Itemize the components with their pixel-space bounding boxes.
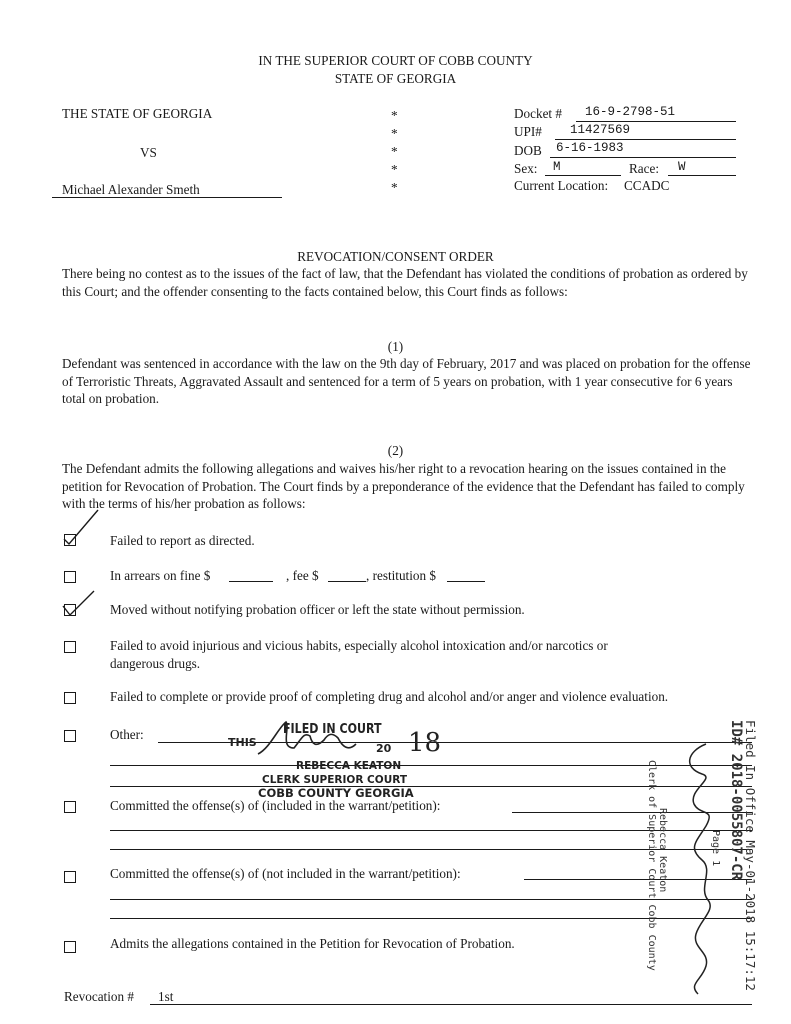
allegation-moved-without-notice: Moved without notifying probation officer or left the state without permission. <box>110 602 525 617</box>
section-1-text: Defendant was sentenced in accordance with the law on the 9th day of February, 2017 and was placed on probation for the offense of Terroristic Threats, Aggravated Assault and sentenced for a term of 5 years on probation, with 1 year consecutive for 6 years total on probation. <box>62 356 751 406</box>
revocation-value: 1st <box>158 989 174 1004</box>
other-checkbox[interactable] <box>64 730 76 742</box>
allegation-vicious-habits-line1: Failed to avoid injurious and vicious habits, especially alcohol intoxication and/or narcotics or <box>110 638 608 653</box>
fee-amount-field[interactable] <box>328 581 366 582</box>
other-label: Other: <box>110 727 144 742</box>
allegation-admits: Admits the allegations contained in the Petition for Revocation of Probation. <box>110 936 515 951</box>
allegation-evaluation: Failed to complete or provide proof of completing drug and alcohol and/or anger and violence evaluation. <box>110 689 669 704</box>
order-title: REVOCATION/CONSENT ORDER <box>297 249 494 264</box>
stamp-clerk-name: REBECCA KEATON <box>296 760 402 772</box>
upi-underline <box>555 139 736 140</box>
allegation-committed-included: Committed the offense(s) of (included in the warrant/petition): <box>110 798 441 813</box>
evaluation-checkbox[interactable] <box>64 692 76 704</box>
fine-amount-field[interactable] <box>229 581 273 582</box>
committed-included-checkbox[interactable] <box>64 801 76 813</box>
check-mark-icon <box>58 506 102 546</box>
stamp-county: COBB COUNTY GEORGIA <box>258 786 414 800</box>
caption-separator: * <box>391 180 398 195</box>
location-value: CCADC <box>624 178 670 193</box>
allegation-failed-to-report: Failed to report as directed. <box>110 533 255 548</box>
docket-underline <box>576 121 736 122</box>
dob-label: DOB <box>514 143 542 158</box>
defendant-underline <box>52 197 282 198</box>
allegation-committed-not-included: Committed the offense(s) of (not included in the warrant/petition): <box>110 866 461 881</box>
efile-filed-line: Filed In Office May-01-2018 15:17:12 <box>743 720 758 991</box>
arrears-fine-label: In arrears on fine $ <box>110 568 211 583</box>
efile-clerk-name: Rebecca Keaton <box>657 808 668 893</box>
court-name: IN THE SUPERIOR COURT OF COBB COUNTY <box>258 53 533 68</box>
section-2-text: The Defendant admits the following allegations and waives his/her right to a revocation hearing on the issues contained in the petition for Revocation of Probation. The Court finds by a preponderance of the evidence that the Defendant has failed to comply with the terms of his/her probation as follows: <box>62 461 745 511</box>
stamp-title: FILED IN COURT <box>283 722 382 737</box>
check-mark-icon <box>58 588 98 618</box>
clerk-signature <box>676 738 726 998</box>
caption-separator: * <box>391 108 398 123</box>
stamp-year-handwritten: 18 <box>408 728 442 758</box>
order-intro: There being no contest as to the issues of the fact of law, that the Defendant has violated the conditions of probation as ordered by this Court; and the offender consenting to the facts contained below, this Court finds as follows: <box>62 266 748 299</box>
restitution-amount-field[interactable] <box>447 581 485 582</box>
caption-separator: * <box>391 162 398 177</box>
admits-allegations-checkbox[interactable] <box>64 941 76 953</box>
arrears-checkbox[interactable] <box>64 571 76 583</box>
arrears-fee-label: , fee $ <box>286 568 319 583</box>
dob-underline <box>550 157 736 158</box>
handwritten-date-signature <box>250 718 360 762</box>
docket-label: Docket # <box>514 106 562 121</box>
efile-clerk-title: Clerk of Superior Court Cobb County <box>646 760 657 971</box>
efile-id-line: ID# 2018-0055807-CR <box>728 720 744 881</box>
upi-value: 11427569 <box>570 123 631 137</box>
race-label: Race: <box>629 161 660 176</box>
race-underline <box>668 175 736 176</box>
versus: VS <box>140 145 157 160</box>
caption-separator: * <box>391 126 398 141</box>
race-value: W <box>678 160 686 174</box>
docket-value: 16-9-2798-51 <box>585 105 676 119</box>
location-label: Current Location: <box>514 178 609 193</box>
efile-page-line: Page 1 <box>710 830 721 867</box>
dob-value: 6-16-1983 <box>556 141 624 155</box>
revocation-underline <box>150 1004 752 1005</box>
allegation-vicious-habits-line2: dangerous drugs. <box>110 656 201 671</box>
section-2-number: (2) <box>387 443 404 458</box>
defendant-name: Michael Alexander Smeth <box>62 182 200 197</box>
court-state: STATE OF GEORGIA <box>334 71 457 86</box>
plaintiff: THE STATE OF GEORGIA <box>62 106 213 121</box>
sex-underline <box>545 175 621 176</box>
arrears-restitution-label: , restitution $ <box>366 568 436 583</box>
caption-separator: * <box>391 144 398 159</box>
committed-not-included-checkbox[interactable] <box>64 871 76 883</box>
sex-label: Sex: <box>514 161 538 176</box>
revocation-label: Revocation # <box>64 989 134 1004</box>
stamp-this: THIS <box>228 736 257 749</box>
vicious-habits-checkbox[interactable] <box>64 641 76 653</box>
upi-label: UPI# <box>514 124 542 139</box>
sex-value: M <box>553 160 561 174</box>
stamp-clerk-title: CLERK SUPERIOR COURT <box>262 774 407 786</box>
stamp-year-prefix: 20 <box>376 742 392 755</box>
section-1-number: (1) <box>387 339 404 354</box>
